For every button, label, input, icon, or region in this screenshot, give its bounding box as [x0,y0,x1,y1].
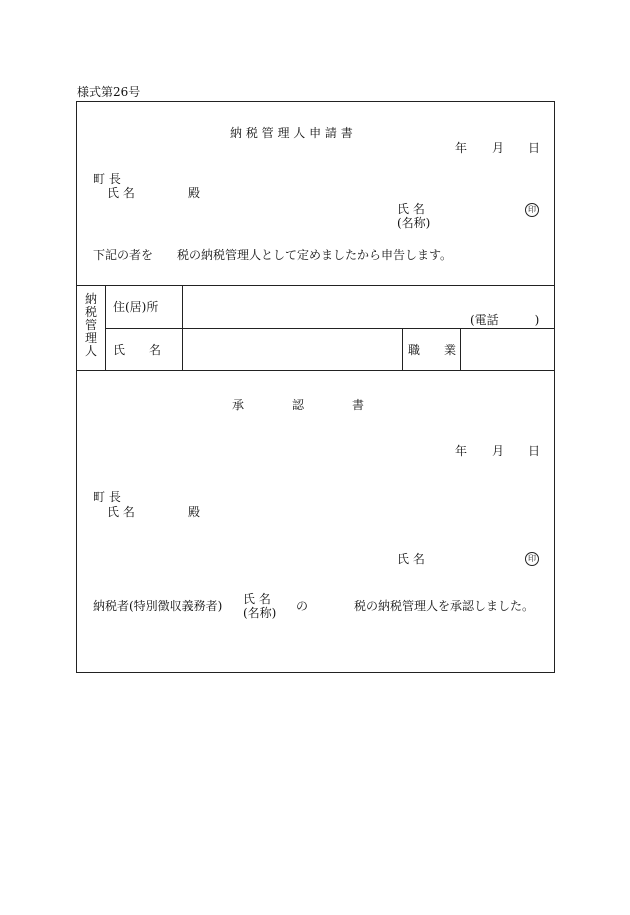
form-number: 様式第26号 [77,85,141,99]
application-title: 納 税 管 理 人 申 請 書 [230,126,353,140]
approval-taxpayer-name-label: 氏 名 [243,592,271,606]
approval-town-mayor: 町 長 [93,490,121,504]
table-divider-occupation-value [460,328,461,370]
approval-addressee-name: 氏 名 [107,505,135,519]
application-statement: 下記の者を 税の納税管理人として定めましたから申告します。 [93,248,453,262]
application-date-day: 日 [528,141,541,155]
application-town-mayor: 町 長 [93,172,121,186]
manager-occupation-label: 職 業 [408,343,457,357]
approval-date-day: 日 [528,444,541,458]
manager-phone-label: (電話 ) [470,313,540,327]
approval-taxpayer-label: 納税者(特別徴収義務者) [93,599,223,613]
table-divider-label [105,285,106,370]
form-frame [76,101,555,673]
approval-date-year: 年 [455,444,468,458]
application-addressee-name: 氏 名 [107,186,135,200]
manager-section-label: 納税管理人 [84,292,97,358]
application-honorific: 殿 [188,186,201,200]
approval-statement-rest: 税の納税管理人を承認しました。 [354,599,535,613]
approver-seal-icon: 印 [525,552,539,566]
approval-title: 承 認 書 [232,398,365,412]
applicant-name-alt-label: (名称) [397,216,431,230]
table-divider-field [182,285,183,370]
approval-of-particle: の [296,599,309,613]
table-divider-occupation [402,328,403,370]
application-date-year: 年 [455,141,468,155]
approval-honorific: 殿 [188,505,201,519]
approval-taxpayer-name-alt-label: (名称) [243,606,277,620]
application-date-month: 月 [492,141,505,155]
manager-address-label: 住(居)所 [113,300,159,314]
manager-name-label: 氏 名 [113,343,162,357]
table-middle-line [105,328,555,329]
approval-date-month: 月 [492,444,505,458]
table-top-line [76,285,555,286]
applicant-seal-icon: 印 [525,203,539,217]
table-bottom-line [76,370,555,371]
applicant-name-label: 氏 名 [397,202,425,216]
approver-name-label: 氏 名 [397,552,425,566]
